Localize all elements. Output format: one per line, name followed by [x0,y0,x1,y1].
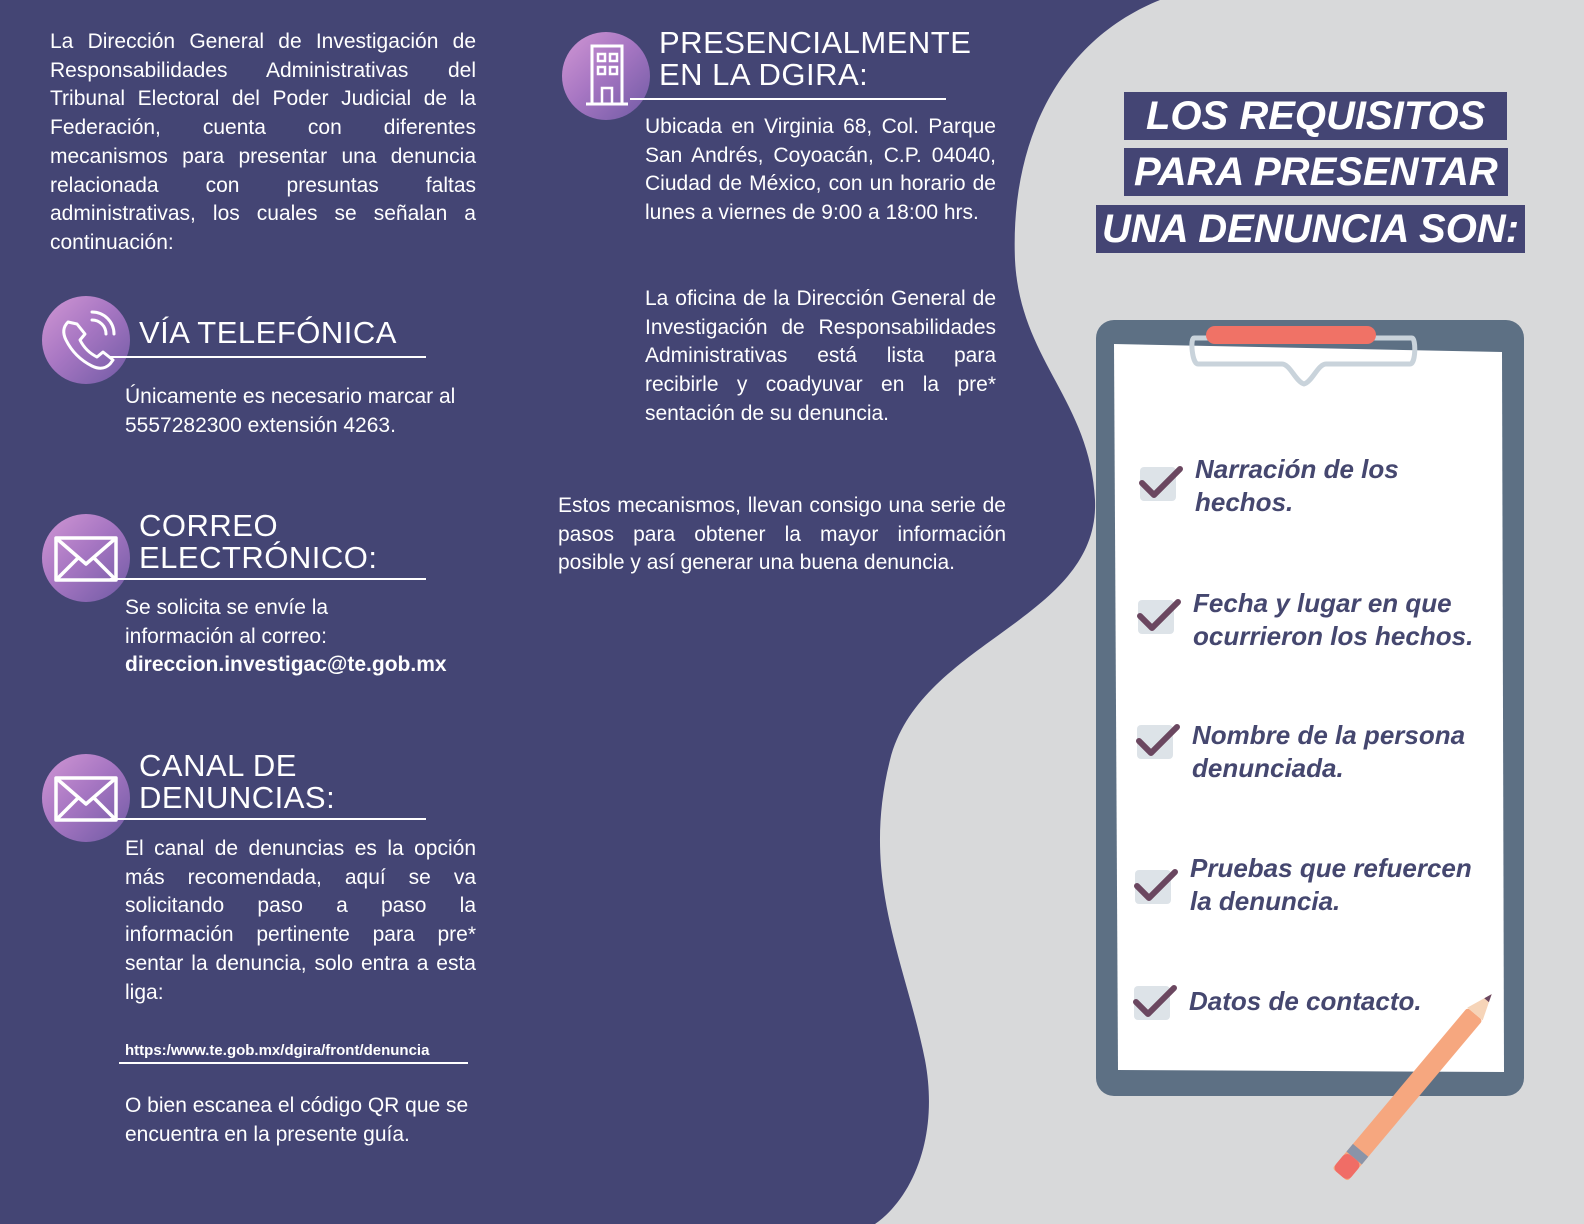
canal-link[interactable]: https:/www.te.gob.mx/dgira/front/denuncia [125,1042,430,1059]
requisito-item-line2: denunciada. [1192,753,1344,783]
mecanismos-paragraph: Estos mecanismos, llevan consigo una serie de pasos para obtener la mayor información posible y así generar una buena denuncia. [558,494,1006,575]
correo-rule [110,578,426,580]
requisito-item [1193,587,1473,653]
requisito-item [1195,453,1399,519]
presencial-office: La oficina de la Dirección General de Investigación de Responsabilidades Administrativas está lista para recibirle y coadyuvar en la pre* sentación de su denuncia. [645,287,996,425]
presencial-title-line2: EN LA DGIRA: [659,57,869,92]
presencial-title-line1: PRESENCIALMENTE [659,25,972,60]
requisito-item-line1: Nombre de la persona [1192,720,1466,750]
requisito-item-line2: hechos. [1195,487,1294,517]
telefono-rule [110,356,426,358]
requisito-item [1190,852,1472,918]
canal-link-underline [119,1062,468,1064]
canal-rule [110,818,426,820]
check-icon [1136,463,1186,507]
correo-email-link[interactable]: direccion.investigac@te.gob.mx [125,653,447,676]
requisito-item-line1: Fecha y lugar en que [1193,588,1452,618]
correo-title-line2: ELECTRÓNICO: [139,540,378,575]
building-icon [562,32,650,120]
requisitos-title-line3: UNA DENUNCIA SON: [1096,205,1525,253]
check-icon [1131,866,1181,910]
requisito-item-line1: Pruebas que refuercen [1190,853,1472,883]
telefono-text: Únicamente es necesario marcar al 5557282300 extensión 4263. [125,385,456,437]
requisito-item [1189,985,1422,1018]
requisito-item-line1: Narración de los [1195,454,1399,484]
canal-text: El canal de denuncias es la opción más recomendada, aquí se va solicitando paso a paso la información pertinente para pre* sentar la denuncia, solo entra a esta liga: [125,837,476,1004]
check-icon [1133,721,1183,765]
check-icon [1130,982,1180,1026]
requisitos-title-line2: PARA PRESENTAR [1124,148,1508,196]
requisito-item-line1: Datos de contacto. [1189,986,1422,1016]
canal-qr-text: O bien escanea el código QR que se encuentra en la presente guía. [125,1094,469,1146]
requisitos-title-line1: LOS REQUISITOS [1124,92,1507,140]
check-icon [1134,596,1184,640]
correo-title-line1: CORREO [139,508,279,543]
envelope-icon [42,754,130,842]
canal-title-line2: DENUNCIAS: [139,780,336,815]
canal-title-line1: CANAL DE [139,748,297,783]
presencial-address: Ubicada en Virginia 68, Col. Parque San Andrés, Coyoacán, C.P. 04040, Ciudad de México, con un horario de lunes a viernes de 9:00 a 18:00 hrs. [645,115,996,225]
requisito-item [1192,719,1465,785]
requisito-item-line2: ocurrieron los hechos. [1193,621,1474,651]
intro-paragraph: La Dirección General de Investigación de Responsabilidades Administrativas del Tribunal Electoral del Poder Judicial de la Federación, cuenta con diferentes mecanismos para presentar una denuncia relacionada con presuntas faltas administrativas, los cuales se señalan a continuación: [50,30,476,254]
correo-text: Se solicita se envíe la información al correo: [125,596,329,648]
telefono-title: VÍA TELEFÓNICA [139,315,397,350]
presencial-rule [630,98,946,100]
envelope-icon [42,514,130,602]
phone-icon [42,296,130,384]
requisito-item-line2: la denuncia. [1190,886,1341,916]
